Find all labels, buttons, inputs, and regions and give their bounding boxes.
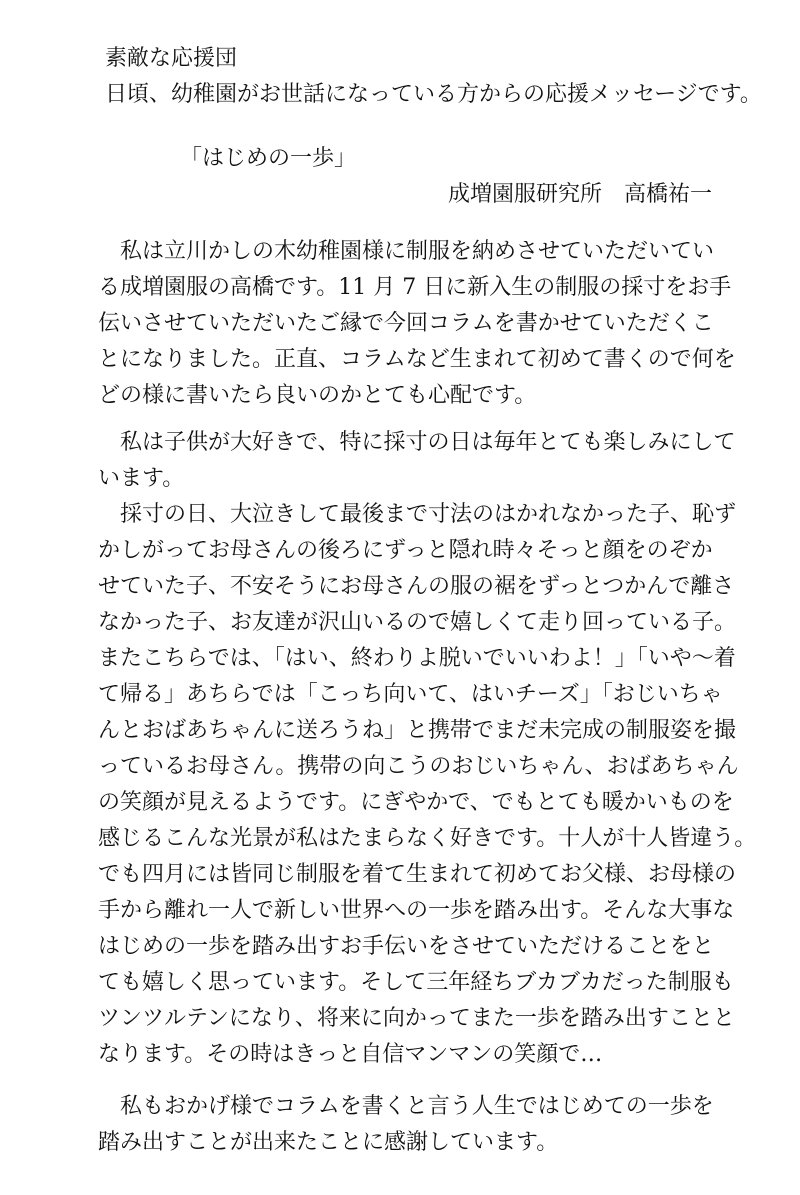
paragraph-2-line: 手から離れ一人で新しい世界への一歩を踏み出す。そんな大事な [98,898,735,923]
paragraph-2-line: 採寸の日、大泣きして最後まで寸法のはかれなかった子、恥ず [98,502,737,527]
article-author: 成増園服研究所 高橋祐一 [447,182,712,207]
paragraph-2-line: でも四月には皆同じ制服を着て生まれて初めてお父様、お母様の [98,862,737,887]
paragraph-2-line: なかった子、お友達が沢山いるので嬉しくて走り回っている子。 [98,610,737,635]
paragraph-1-line: る成増園服の高橋です。11 月 7 日に新入生の制服の採寸をお手 [98,275,732,300]
paragraph-3-line: 私もおかげ様でコラムを書くと言う人生ではじめての一歩を [98,1094,714,1119]
paragraph-1-line: 私は立川かしの木幼稚園様に制服を納めさせていただいてい [98,239,715,264]
paragraph-2-line: ツンツルテンになり、将来に向かってまた一歩を踏み出すことと [98,1006,735,1031]
paragraph-2-line: 私は子供が大好きで、特に採寸の日は毎年とても楽しみにして [98,430,736,455]
paragraph-2-line: 感じるこんな光景が私はたまらなく好きです。十人が十人皆違う。 [98,826,757,851]
paragraph-2-line: います。 [98,466,185,491]
paragraph-2-line: せていた子、不安そうにお母さんの服の裾をずっとつかんで離さ [98,574,735,599]
paragraph-1-line: とになりました。正直、コラムなど生まれて初めて書くので何を [98,347,736,372]
paragraph-2-line: またこちらでは、「はい、終わりよ脱いでいいわよ！」「いや～着 [98,646,736,671]
article-title: 「はじめの一歩」 [180,146,357,171]
paragraph-3-line: 踏み出すことが出来たことに感謝しています。 [98,1130,559,1155]
header-subtitle: 日頃、幼稚園がお世話になっている方からの応援メッセージです。 [105,82,762,107]
paragraph-2-line: はじめの一歩を踏み出すお手伝いをさせていただけることをと [98,934,715,959]
paragraph-2-line: かしがってお母さんの後ろにずっと隠れ時々そっと顔をのぞか [98,538,713,563]
paragraph-2-line: んとおばあちゃんに送ろうね」と携帯でまだ未完成の制服姿を撮 [98,718,737,743]
header-title: 素敵な応援団 [105,46,238,71]
paragraph-2-line: て帰る」あちらでは「こっち向いて、はいチーズ」「おじいちゃ [98,682,723,707]
paragraph-2-line: なります。その時はきっと自信マンマンの笑顔で… [98,1042,603,1067]
paragraph-1-line: どの様に書いたら良いのかとても心配です。 [98,383,537,408]
paragraph-1-line: 伝いさせていただいたご縁で今回コラムを書かせていただくこ [98,311,714,336]
paragraph-2-line: ても嬉しく思っています。そして三年経ちブカブカだった制服も [98,970,734,995]
paragraph-2-line: の笑顔が見えるようです。にぎやかで、でもとても暖かいものを [98,790,734,815]
paragraph-2-line: っているお母さん。携帯の向こうのおじいちゃん、おばあちゃん [98,754,739,779]
